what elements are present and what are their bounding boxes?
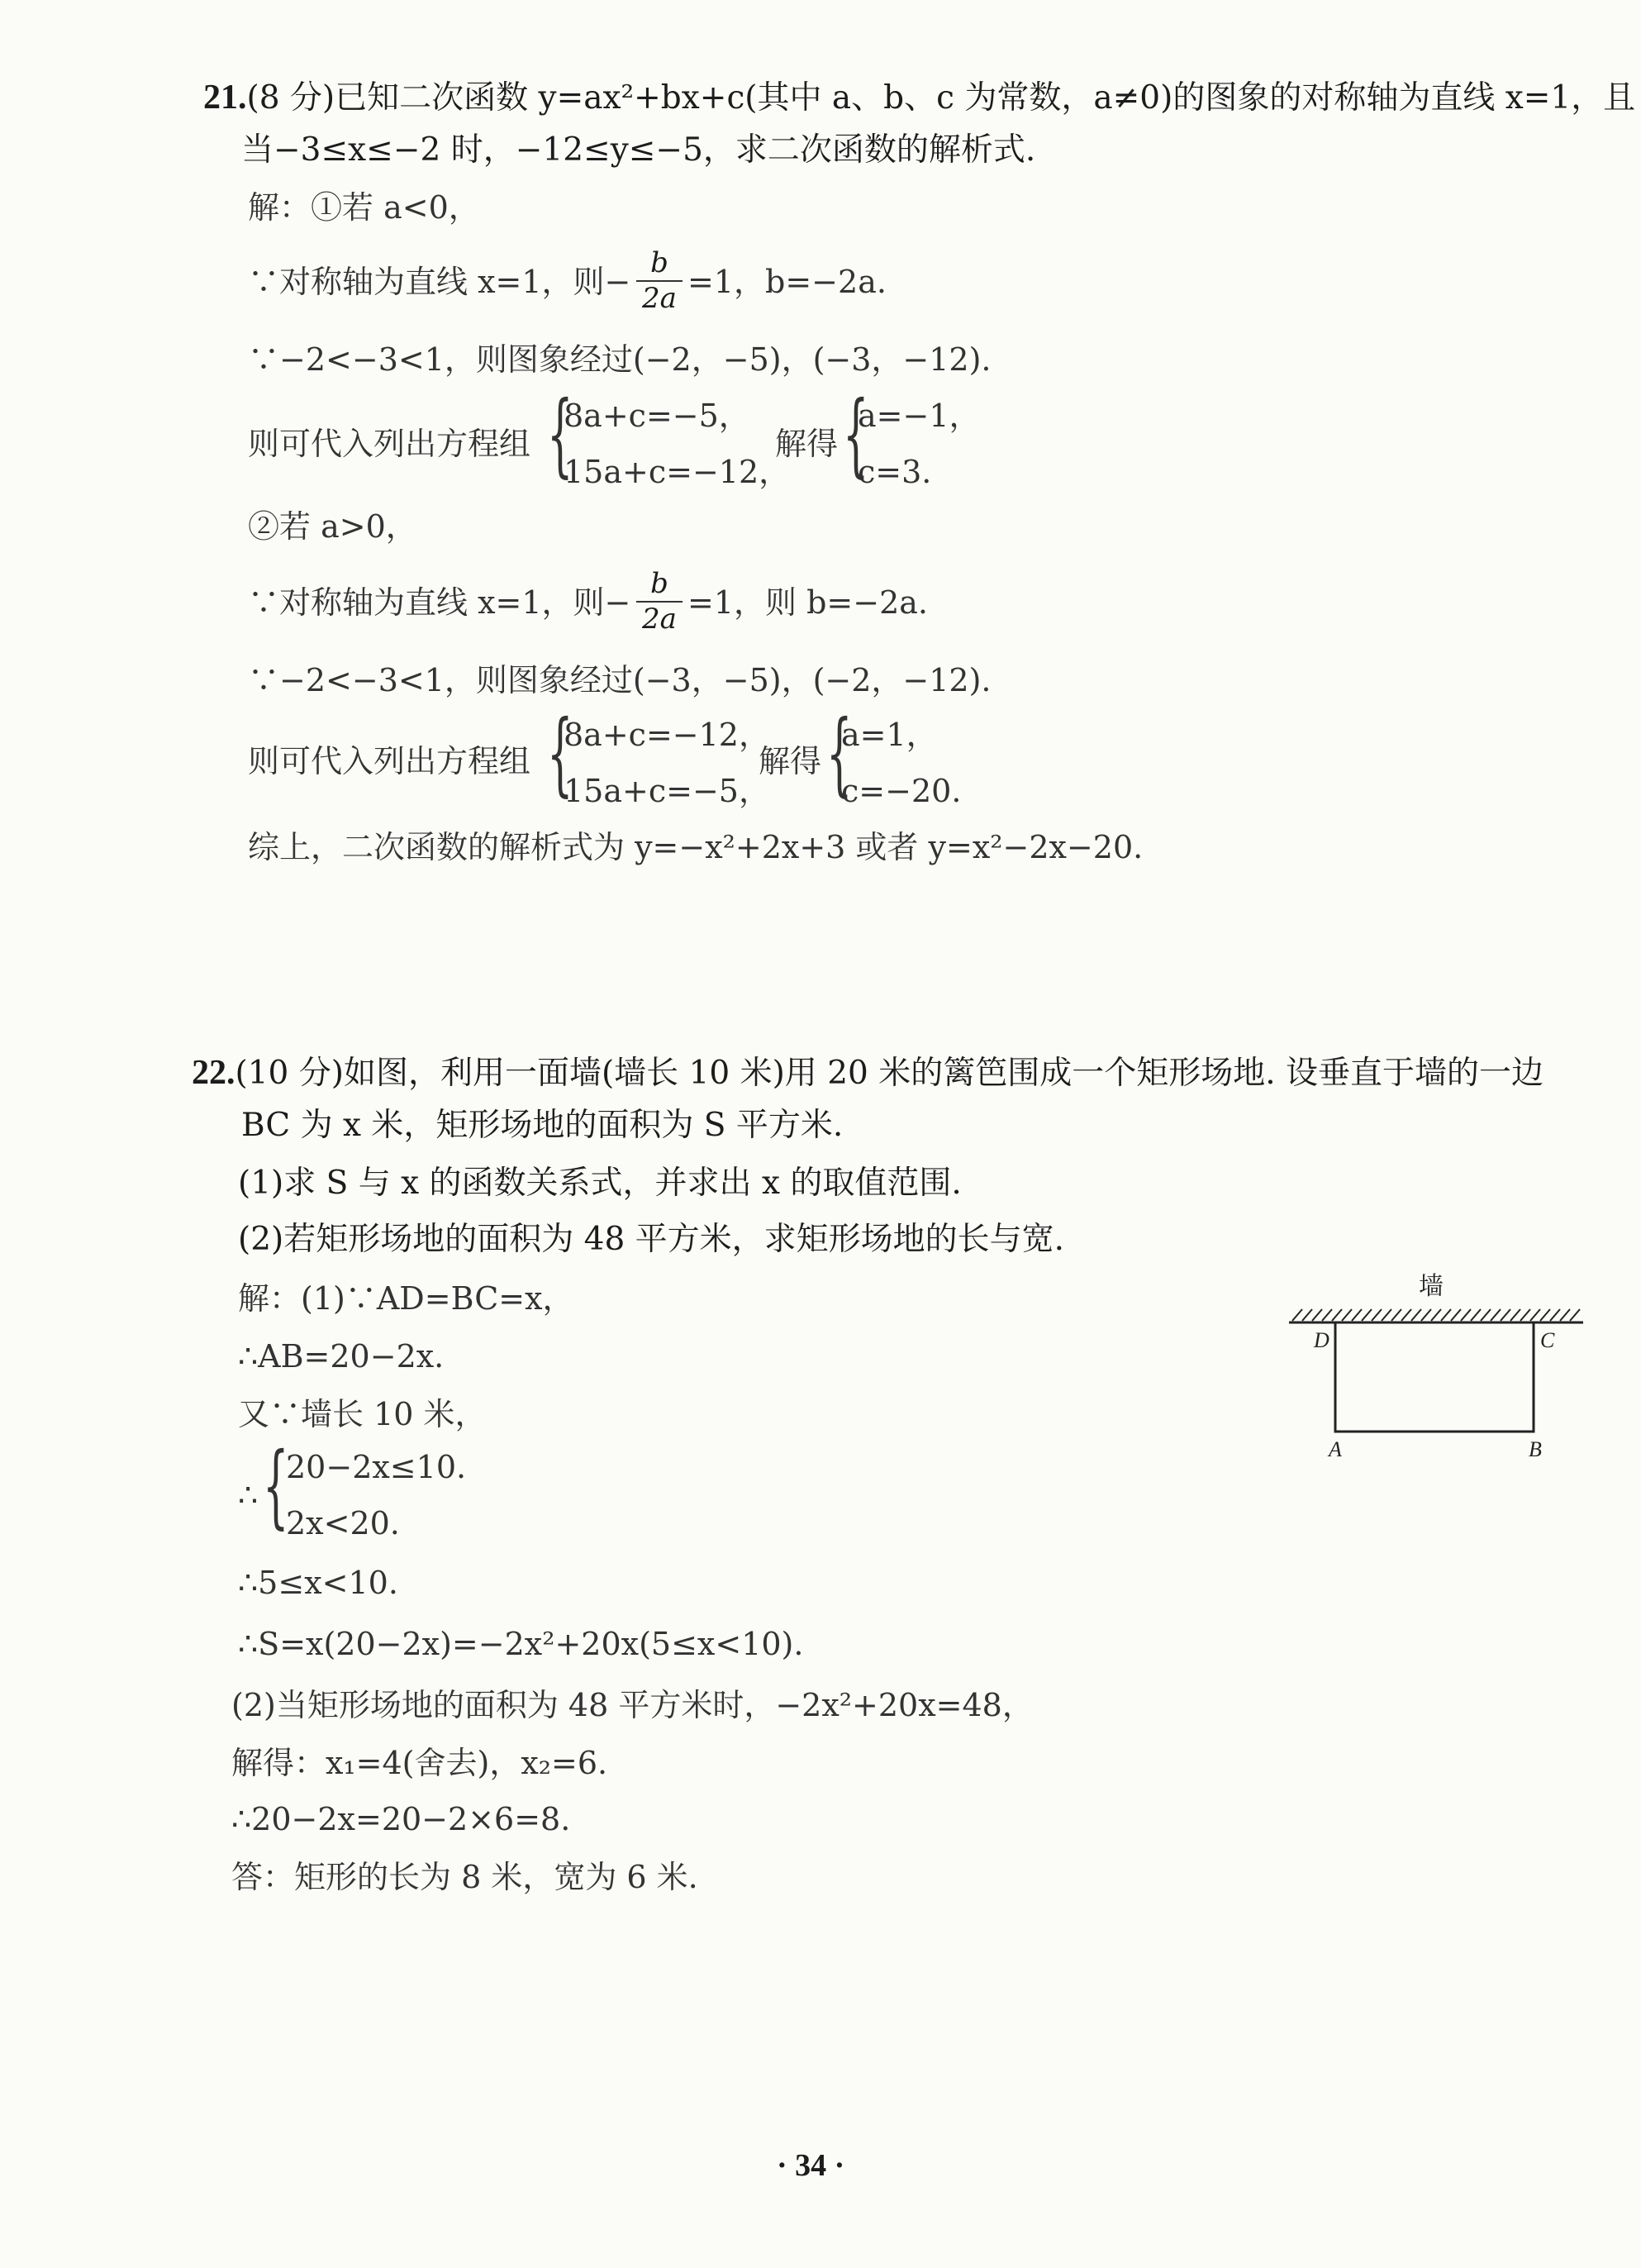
q21-fraction-1 — [636, 248, 683, 315]
q21-solution-8-pre: 则可代入列出方程组 — [248, 743, 531, 779]
q21-solution-3: ∵−2<−3<1，则图象经过(−2，−5)，(−3，−12). — [248, 341, 992, 378]
q22-solution-4-pre: ∴ — [238, 1477, 259, 1513]
q22-solution-9: ∴20−2x=20−2×6=8. — [231, 1801, 571, 1837]
q22-solution-3: 又∵墙长 10 米， — [238, 1396, 487, 1432]
q21-line2: 当−3≤x≤−2 时，−12≤y≤−5，求二次函数的解析式. — [241, 131, 1036, 169]
q21-solution-7: ∵−2<−3<1，则图象经过(−3，−5)，(−2，−12). — [248, 662, 992, 698]
q21-solution-6-pre: ∵对称轴为直线 x=1，则− — [248, 584, 631, 621]
wall-hatching — [1292, 1309, 1580, 1321]
label-d: D — [1314, 1328, 1329, 1352]
q21-line1 — [203, 76, 1635, 120]
q21-system2-eq2: 15a+c=−5， — [564, 773, 770, 809]
label-c: C — [1540, 1328, 1555, 1352]
left-brace: { — [547, 700, 573, 806]
q21-system2-eq1: 8a+c=−12， — [564, 717, 770, 753]
q22-solution-7: (2)当矩形场地的面积为 48 平方米时，−2x²+20x=48， — [231, 1687, 1034, 1723]
left-brace: { — [843, 381, 869, 487]
wall-label: 墙 — [1419, 1273, 1444, 1300]
q22-part2: (2)若矩形场地的面积为 48 平方米，求矩形场地的长与宽. — [238, 1221, 1065, 1258]
q22-system-eq1: 20−2x≤10. — [286, 1449, 467, 1485]
q21-solution-4-mid: 解得 — [775, 426, 839, 462]
left-brace: { — [263, 1432, 289, 1538]
q22-solution-2: ∴AB=20−2x. — [238, 1338, 445, 1375]
q21-system1-eq2: 15a+c=−12， — [564, 454, 791, 490]
left-brace: { — [826, 700, 853, 806]
q21-solution-1: 解：①若 a<0， — [248, 189, 480, 226]
q21-solution-8-mid: 解得 — [759, 743, 822, 779]
q22-solution-6: ∴S=x(20−2x)=−2x²+20x(5≤x<10). — [238, 1626, 804, 1662]
q22-number: 22. — [192, 1054, 235, 1092]
q21-result1-c: c=3. — [858, 454, 932, 490]
q21-result2-c: c=−20. — [841, 773, 962, 809]
q22-system-eq2: 2x<20. — [286, 1505, 400, 1541]
q21-frac2-den: 2a — [642, 603, 677, 636]
left-brace: { — [547, 381, 573, 487]
label-b: B — [1529, 1437, 1542, 1461]
q22-line1 — [192, 1051, 1543, 1095]
q21-solution-2-post: =1，b=−2a. — [687, 264, 887, 300]
q21-solution-4-pre: 则可代入列出方程组 — [248, 426, 531, 462]
q22-solution-5: ∴5≤x<10. — [238, 1565, 398, 1601]
fence-rectangle — [1335, 1322, 1534, 1432]
q22-solution-10: 答：矩形的长为 8 米，宽为 6 米. — [231, 1859, 698, 1895]
label-a: A — [1329, 1437, 1342, 1461]
q22-solution-8: 解得：x₁=4(舍去)，x₂=6. — [231, 1745, 608, 1781]
q21-frac1-den: 2a — [642, 282, 677, 316]
q22-line2: BC 为 x 米，矩形场地的面积为 S 平方米. — [241, 1107, 844, 1144]
page-number: · 34 · — [777, 2148, 845, 2183]
q21-result1-a: a=−1， — [858, 398, 981, 434]
q21-result2-a: a=1， — [841, 717, 938, 753]
q21-fraction-2 — [636, 569, 683, 636]
q21-solution-9: 综上，二次函数的解析式为 y=−x²+2x+3 或者 y=x²−2x−20. — [248, 829, 1144, 865]
rectangle-figure — [1281, 1265, 1595, 1471]
q22-part1: (1)求 S 与 x 的函数关系式，并求出 x 的取值范围. — [238, 1165, 962, 1202]
q21-system1-eq1: 8a+c=−5， — [564, 398, 750, 434]
q21-frac1-num: b — [650, 246, 668, 279]
q21-solution-6-post: =1，则 b=−2a. — [687, 584, 929, 621]
q21-solution-2-pre: ∵对称轴为直线 x=1，则− — [248, 264, 631, 300]
q21-text-1: (8 分)已知二次函数 y=ax²+bx+c(其中 a、b、c 为常数，a≠0)的图象的对称轴为直线 x=1，且 — [246, 79, 1636, 117]
q22-text-1: (10 分)如图，利用一面墙(墙长 10 米)用 20 米的篱笆围成一个矩形场地. 设垂直于墙的一边 — [235, 1055, 1544, 1092]
q21-number: 21. — [203, 79, 247, 117]
q21-solution-5: ②若 a>0， — [248, 508, 417, 545]
q21-frac2-num: b — [650, 567, 668, 600]
q22-solution-1: 解：(1)∵AD=BC=x， — [238, 1280, 574, 1317]
